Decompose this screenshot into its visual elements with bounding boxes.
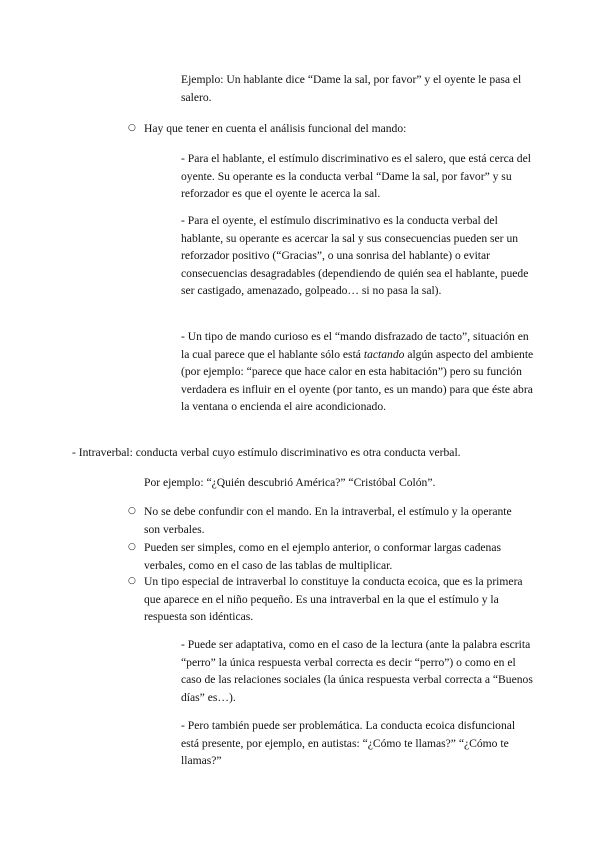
intro-example: Ejemplo: Un hablante dice “Dame la sal, por favor” y el oyente le pasa el salero.: [181, 73, 522, 104]
mando-sub-oyente: - Para el oyente, el estímulo discriminativo es la conducta verbal del hablante, su operante es acercar la sal y sus consecuencias pueden ser un reforzador positivo (“Gracias”, o una sonrisa del hablante) o evitar consecuencias desagradables (dependiendo de quién sea el hablante, puede ser castigado, amenazado, golpeado… si no pasa la sal).: [181, 214, 529, 298]
bullet-icon: ○: [128, 506, 136, 516]
tacto-after: algún aspecto del ambiente (por ejemplo: “parece que hace calor en esta habitación”) pero su función verdadera es influir en el oyente (por tanto, es un mando) para que éste abra la ventana o encienda el aire acondicionado.: [181, 347, 534, 414]
mando-sub-hablante: - Para el hablante, el estímulo discriminativo es el salero, que está cerca del oyente. Su operante es la conducta verbal “Dame la sal, por favor” y su reforzador es que el oyente le acerca la sal.: [181, 152, 531, 201]
intraverbal-bullet-2: Pueden ser simples, como en el ejemplo anterior, o conformar largas cadenas verbales, como en el caso de las tablas de multiplicar.: [144, 541, 501, 572]
tacto-before: - Un tipo de mando curioso es el “mando disfrazado de tacto”, situación en la cual parece que el hablante sólo está: [181, 330, 529, 361]
ecoica-sub-problematica: - Pero también puede ser problemática. La conducta ecoica disfuncional está presente, por ejemplo, en autistas: “¿Cómo te llamas?” “¿Cómo te llamas?”: [181, 719, 516, 768]
tacto-italic: tactando: [363, 347, 405, 361]
mando-bullet-text: Hay que tener en cuenta el análisis funcional del mando:: [144, 122, 407, 135]
intraverbal-definition: - Intraverbal: conducta verbal cuyo estímulo discriminativo es otra conducta verbal.: [72, 446, 461, 459]
mando-sub-tacto: [181, 328, 534, 416]
intraverbal-example: Por ejemplo: “¿Quién descubrió América?” “Cristóbal Colón”.: [144, 476, 436, 489]
bullet-icon: ○: [128, 542, 136, 552]
bullet-icon: ○: [128, 123, 136, 133]
intraverbal-bullet-3: Un tipo especial de intraverbal lo constituye la conducta ecoica, que es la primera que aparece en el niño pequeño. Es una intraverbal en la que el estímulo y la respuesta son idénticas.: [144, 575, 523, 624]
intraverbal-bullet-1: No se debe confundir con el mando. En la intraverbal, el estímulo y la operante son verbales.: [144, 505, 512, 536]
ecoica-sub-adaptativa: - Puede ser adaptativa, como en el caso de la lectura (ante la palabra escrita “perro” la única respuesta verbal correcta es decir “perro”) o como en el caso de las relaciones sociales (la única respuesta verbal correcta a “Buenos días” es…).: [181, 638, 533, 704]
bullet-icon: ○: [128, 576, 136, 586]
